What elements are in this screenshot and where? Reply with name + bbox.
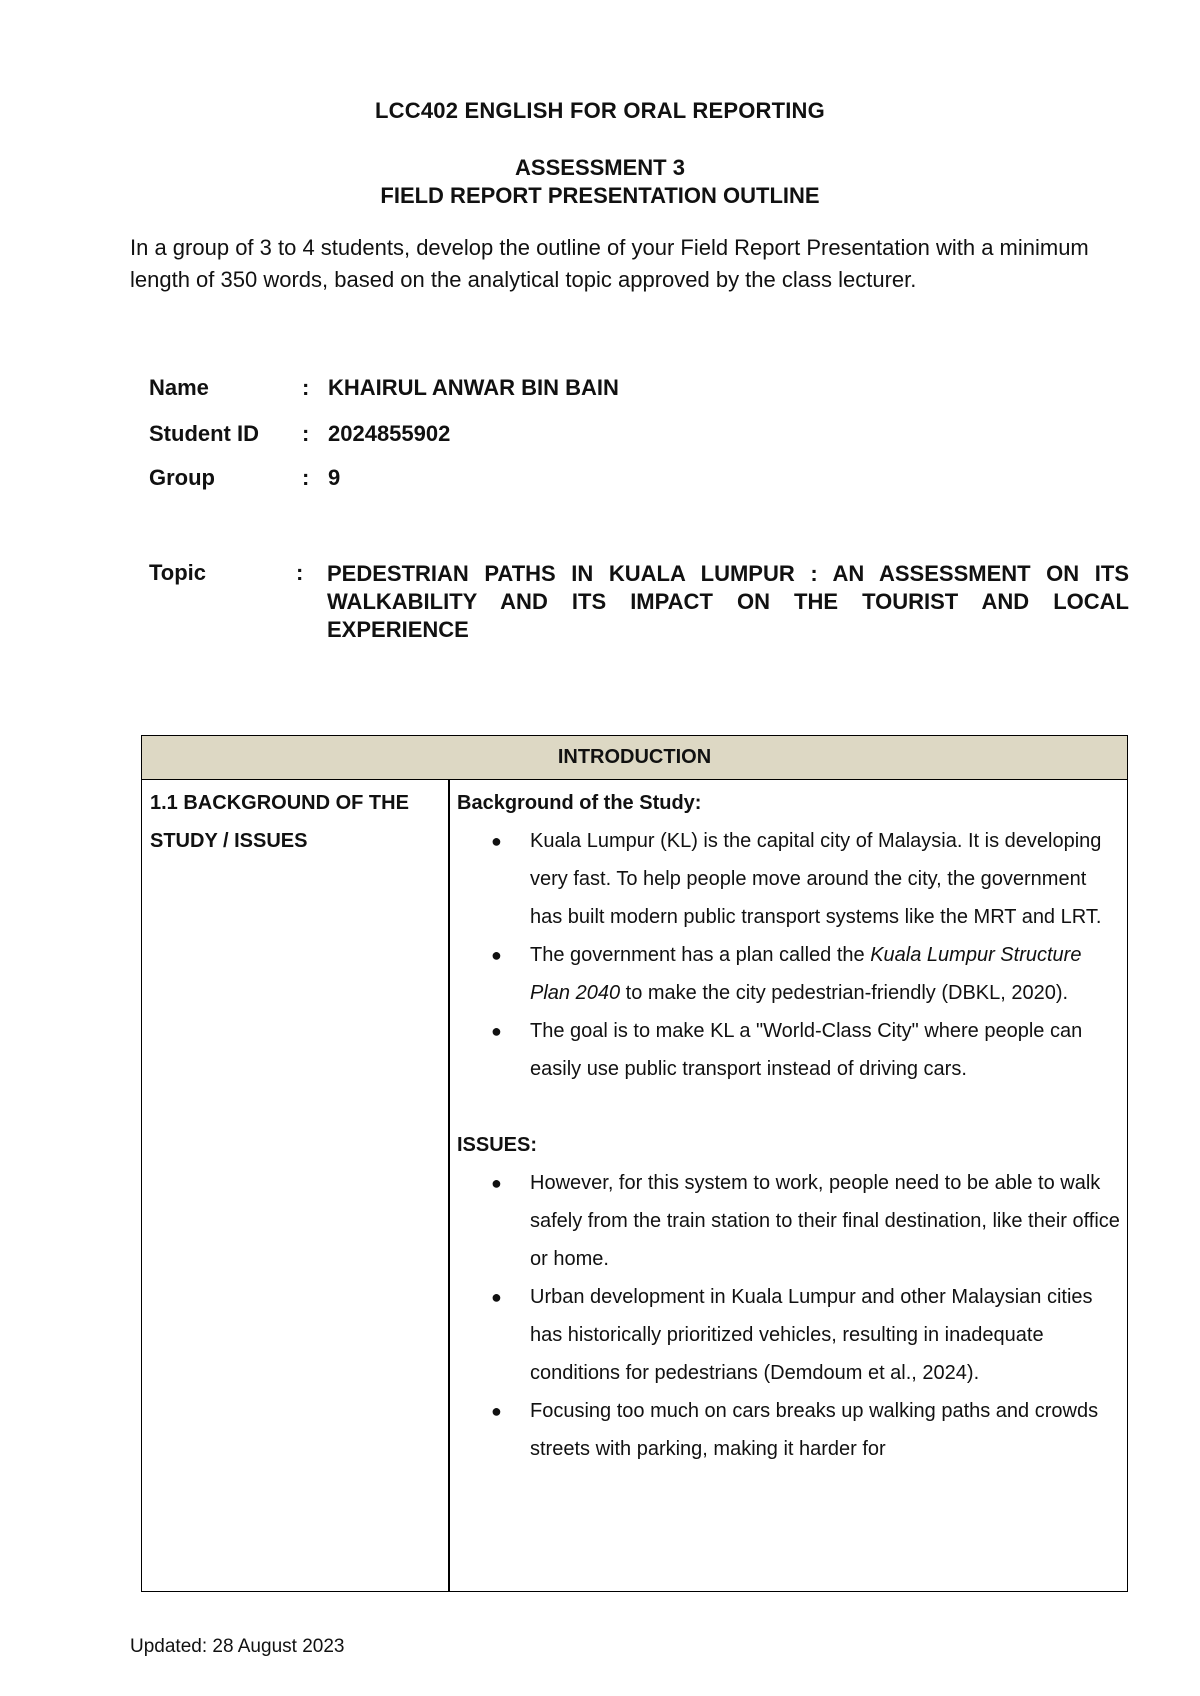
list-item	[457, 936, 1123, 1012]
bullet-icon: ●	[491, 1287, 502, 1307]
group-value: 9	[328, 465, 341, 490]
bullet-icon: ●	[491, 1021, 502, 1041]
bullet-icon: ●	[491, 1401, 502, 1421]
list-item-text: Focusing too much on cars breaks up walking paths and crowds streets with parking, making it harder for	[530, 1400, 1099, 1460]
assessment-number: ASSESSMENT 3	[515, 155, 685, 180]
list-item	[457, 1164, 1123, 1278]
issues-list	[457, 1164, 1123, 1468]
instructions-paragraph: In a group of 3 to 4 students, develop the outline of your Field Report Presentation with a minimum length of 350 words, based on the analytical topic approved by the class lecturer.	[130, 235, 1089, 292]
student-id-label: Student ID	[149, 421, 259, 446]
list-item-text: Kuala Lumpur (KL) is the capital city of Malaysia. It is developing very fast. To help people move around the city, the government has built modern public transport systems like the MRT and LRT.	[530, 830, 1102, 928]
bullet-icon: ●	[491, 831, 502, 851]
assessment-name: FIELD REPORT PRESENTATION OUTLINE	[380, 183, 820, 208]
topic-value: PEDESTRIAN PATHS IN KUALA LUMPUR : AN ASSESSMENT ON ITS WALKABILITY AND ITS IMPACT ON THE TOURIST AND LOCAL EXPERIENCE	[327, 561, 1129, 642]
list-item	[457, 1278, 1123, 1392]
plan-title: Kuala Lumpur Structure Plan 2040	[530, 944, 1082, 1004]
student-id-colon: :	[302, 421, 310, 446]
list-item-text: Urban development in Kuala Lumpur and other Malaysian cities has historically prioritized vehicles, resulting in inadequate conditions for pedestrians (Demdoum et al., 2024).	[530, 1286, 1093, 1384]
name-value: KHAIRUL ANWAR BIN BAIN	[328, 375, 619, 400]
list-item	[457, 1392, 1123, 1468]
name-label: Name	[149, 375, 209, 400]
list-item-text: The goal is to make KL a "World-Class City" where people can easily use public transport instead of driving cars.	[530, 1020, 1083, 1080]
group-label: Group	[149, 465, 215, 490]
outline-table	[141, 735, 1128, 1592]
topic-colon: :	[296, 560, 304, 585]
spacer	[457, 1088, 1123, 1126]
topic-label: Topic	[149, 560, 207, 585]
background-heading: Background of the Study:	[457, 792, 702, 814]
list-item	[457, 822, 1123, 936]
assessment-title	[0, 154, 1200, 210]
section-content-cell	[457, 784, 1123, 1468]
course-title: LCC402 ENGLISH FOR ORAL REPORTING	[375, 98, 825, 123]
list-item-text-pre: The government has a plan called the	[530, 944, 871, 966]
group-colon: :	[302, 465, 310, 490]
updated-footer: Updated: 28 August 2023	[130, 1636, 345, 1657]
issues-heading: ISSUES:	[457, 1134, 538, 1156]
name-colon: :	[302, 375, 310, 400]
student-id-value: 2024855902	[328, 421, 451, 446]
background-list	[457, 822, 1123, 1088]
list-item	[457, 1012, 1123, 1088]
bullet-icon: ●	[491, 945, 502, 965]
section-label-cell: 1.1 BACKGROUND OF THE STUDY / ISSUES	[150, 792, 409, 852]
column-divider	[448, 780, 450, 1591]
list-item-text-post: to make the city pedestrian-friendly (DBKL, 2020).	[620, 982, 1069, 1004]
list-item-text: However, for this system to work, people need to be able to walk safely from the train station to their final destination, like their office or home.	[530, 1172, 1120, 1270]
table-header-introduction: INTRODUCTION	[142, 736, 1127, 780]
bullet-icon: ●	[491, 1173, 502, 1193]
